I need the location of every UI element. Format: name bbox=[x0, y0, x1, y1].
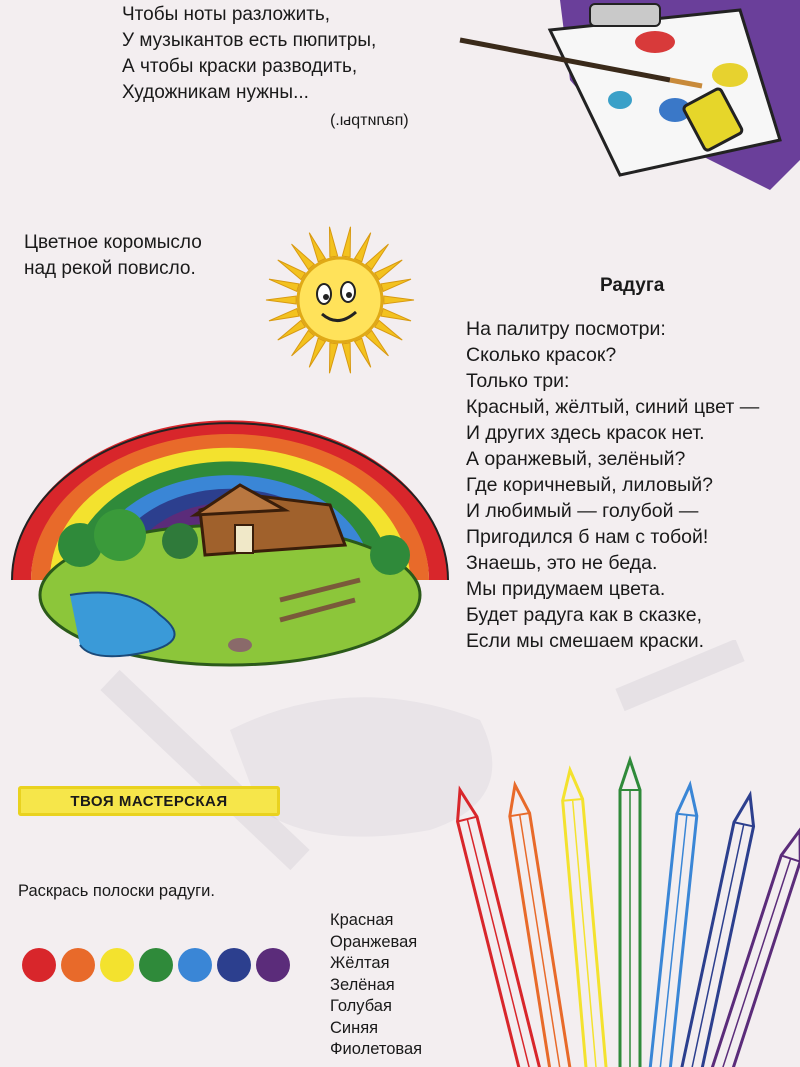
pencil-icon bbox=[620, 760, 640, 1067]
poem-line: Где коричневый, лиловый? bbox=[466, 474, 713, 496]
poem-line: Художникам нужны... bbox=[122, 82, 309, 103]
pencil-icon bbox=[450, 788, 549, 1067]
color-names-list bbox=[330, 910, 422, 1061]
rainbow-poem bbox=[466, 316, 759, 654]
sun-ray bbox=[292, 244, 315, 269]
poem-line: А оранжевый, зелёный? bbox=[466, 448, 686, 470]
poem-line: Только три: bbox=[466, 370, 570, 392]
poem-line: Чтобы ноты разложить, bbox=[122, 4, 331, 25]
sun-ray bbox=[375, 260, 403, 280]
color-name: Зелёная bbox=[330, 975, 395, 994]
palette-icon bbox=[440, 0, 800, 195]
sun-ray bbox=[266, 296, 296, 304]
colored-pencils-icon bbox=[420, 750, 800, 1067]
sun-ray bbox=[269, 309, 299, 321]
color-name: Голубая bbox=[330, 997, 392, 1015]
sun-ray bbox=[381, 279, 411, 291]
pencil-icon bbox=[560, 769, 609, 1067]
sun-ray bbox=[366, 244, 389, 269]
color-name: Фиолетовая bbox=[330, 1040, 423, 1058]
poem-line: И любимый — голубой — bbox=[466, 500, 699, 522]
color-dot-green bbox=[139, 948, 173, 982]
rainbow-icon bbox=[10, 345, 450, 675]
sun-ray bbox=[309, 233, 325, 262]
poem-line: На палитру посмотри: bbox=[466, 318, 666, 340]
poem-line: У музыкантов есть пюпитры, bbox=[122, 30, 377, 51]
task-instruction: Раскрась полоски радуги. bbox=[18, 882, 215, 900]
sun-ray bbox=[278, 260, 306, 280]
color-dot-violet bbox=[256, 948, 290, 982]
sun-ray bbox=[342, 227, 350, 257]
color-dot-orange bbox=[61, 948, 95, 982]
sun-ray bbox=[375, 320, 403, 340]
workshop-label: ТВОЯ МАСТЕРСКАЯ bbox=[18, 786, 280, 816]
poem-line: А чтобы краски разводить, bbox=[122, 56, 358, 77]
color-dot-blue bbox=[217, 948, 251, 982]
sun-ray bbox=[278, 320, 306, 340]
riddle-line: Цветное коромысло bbox=[24, 232, 202, 253]
sun-ray bbox=[269, 279, 299, 291]
color-name: Красная bbox=[330, 911, 394, 929]
poem-line: Пригодился б нам с тобой! bbox=[466, 526, 709, 548]
poem-line: Сколько красок? bbox=[466, 344, 617, 366]
poem-line: Красный, жёлтый, синий цвет — bbox=[466, 396, 760, 418]
riddle-line: над рекой повисло. bbox=[24, 258, 196, 279]
color-dot-red bbox=[22, 948, 56, 982]
sun-ray bbox=[384, 296, 414, 304]
poem-title: Радуга bbox=[600, 275, 665, 296]
color-name: Оранжевая bbox=[330, 932, 418, 951]
sun-ray bbox=[355, 233, 371, 262]
top-poem bbox=[122, 2, 376, 106]
mirrored-answer: (палитры.) bbox=[330, 112, 409, 129]
color-dots bbox=[22, 948, 290, 982]
sun-ray bbox=[329, 227, 337, 257]
riddle bbox=[24, 230, 202, 282]
poem-line: Будет радуга как в сказке, bbox=[466, 604, 702, 626]
sun-ray bbox=[381, 309, 411, 321]
color-name: Жёлтая bbox=[330, 954, 390, 972]
color-dot-yellow bbox=[100, 948, 134, 982]
poem-line: Мы придумаем цвета. bbox=[466, 578, 666, 600]
poem-line: Если мы смешаем краски. bbox=[466, 630, 705, 652]
poem-line: И других здесь красок нет. bbox=[466, 422, 705, 444]
poem-line: Знаешь, это не беда. bbox=[466, 552, 658, 574]
color-name: Синяя bbox=[330, 1018, 379, 1037]
color-dot-light-blue bbox=[178, 948, 212, 982]
